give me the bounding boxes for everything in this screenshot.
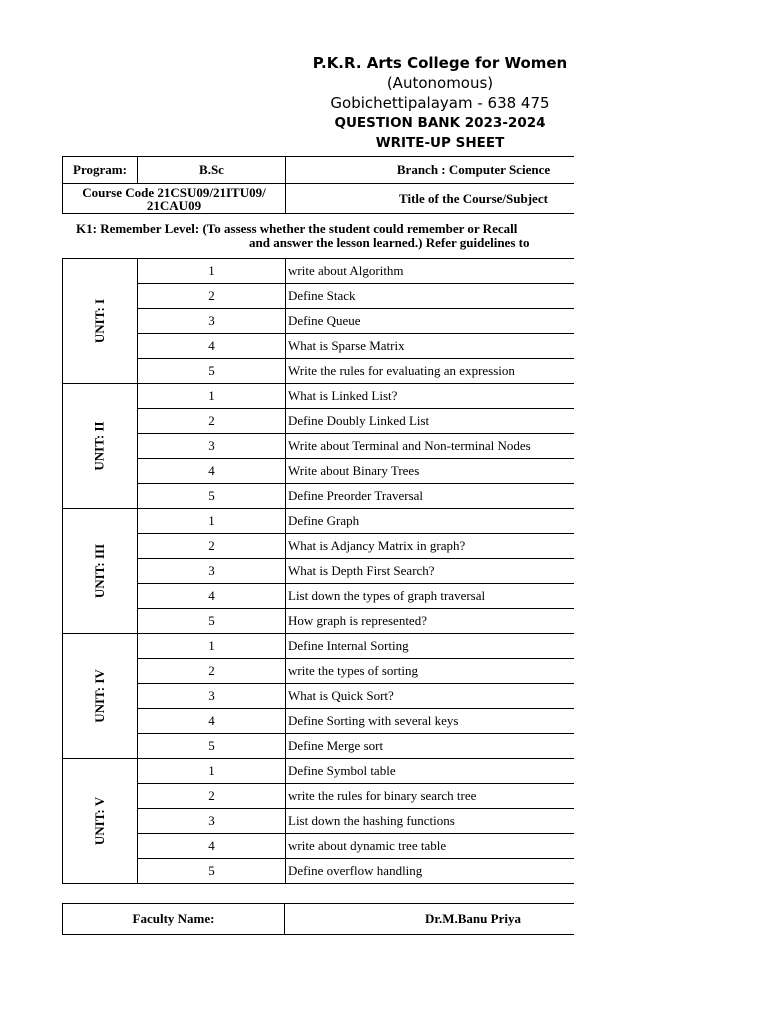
question-number: 3 (138, 684, 286, 709)
question-row (63, 684, 575, 709)
question-text: write the types of sorting (286, 659, 575, 684)
question-row (63, 584, 575, 609)
question-text: What is Linked List? (286, 384, 575, 409)
question-number: 3 (138, 559, 286, 584)
question-text: What is Quick Sort? (286, 684, 575, 709)
unit-cell (63, 509, 138, 634)
question-text: write about dynamic tree table (286, 834, 575, 859)
question-row (63, 384, 575, 409)
question-text: Define Symbol table (286, 759, 575, 784)
autonomous-status: (Autonomous) (386, 74, 494, 92)
question-number: 4 (138, 334, 286, 359)
question-text: Define Internal Sorting (286, 634, 575, 659)
question-row (63, 409, 575, 434)
question-row (63, 759, 575, 784)
question-row (63, 259, 575, 284)
branch-label: Branch : Computer Science (286, 157, 575, 184)
unit-cell (63, 384, 138, 509)
program-table (62, 156, 574, 214)
question-text: Define Merge sort (286, 734, 575, 759)
question-text: Define Sorting with several keys (286, 709, 575, 734)
faculty-name: Dr.M.Banu Priya (285, 904, 575, 935)
question-number: 1 (138, 759, 286, 784)
question-row (63, 334, 575, 359)
question-number: 4 (138, 584, 286, 609)
question-row (63, 459, 575, 484)
question-bank-title: QUESTION BANK 2023-2024 (334, 115, 546, 131)
question-number: 3 (138, 809, 286, 834)
question-row (63, 634, 575, 659)
question-text: write about Algorithm (286, 259, 575, 284)
question-row (63, 509, 575, 534)
question-text: write the rules for binary search tree (286, 784, 575, 809)
k1-line1: K1: Remember Level: (To assess whether the student could remember or Recall (76, 221, 518, 236)
question-number: 2 (138, 534, 286, 559)
question-number: 5 (138, 359, 286, 384)
faculty-label: Faculty Name: (63, 904, 285, 935)
question-number: 1 (138, 509, 286, 534)
question-text: Define Graph (286, 509, 575, 534)
question-row (63, 859, 575, 884)
question-row (63, 809, 575, 834)
question-number: 4 (138, 834, 286, 859)
unit-cell (63, 634, 138, 759)
course-title: Title of the Course/Subject (286, 184, 575, 214)
question-number: 1 (138, 384, 286, 409)
question-number: 2 (138, 409, 286, 434)
question-text: Define Stack (286, 284, 575, 309)
question-number: 3 (138, 434, 286, 459)
question-number: 2 (138, 284, 286, 309)
sheet-title: WRITE-UP SHEET (375, 135, 505, 151)
question-row (63, 734, 575, 759)
question-number: 1 (138, 259, 286, 284)
course-code (63, 184, 286, 214)
question-row (63, 434, 575, 459)
question-text: What is Adjancy Matrix in graph? (286, 534, 575, 559)
course-code-line1: Course Code 21CSU09/21ITU09/ (82, 184, 266, 200)
program-label: Program: (63, 157, 138, 184)
question-number: 5 (138, 484, 286, 509)
question-row (63, 284, 575, 309)
question-text: How graph is represented? (286, 609, 575, 634)
question-text: What is Depth First Search? (286, 559, 575, 584)
question-row (63, 784, 575, 809)
college-name: P.K.R. Arts College for Women (312, 54, 568, 72)
question-row (63, 609, 575, 634)
question-row (63, 534, 575, 559)
k1-line2: and answer the lesson learned.) Refer guidelines to (249, 235, 530, 250)
question-text: Define Queue (286, 309, 575, 334)
course-code-line2: 21CAU09 (146, 197, 202, 213)
question-row (63, 484, 575, 509)
question-row (63, 709, 575, 734)
question-number: 2 (138, 784, 286, 809)
question-text: Write about Terminal and Non-terminal Nodes (286, 434, 575, 459)
question-row (63, 659, 575, 684)
questions-table (62, 258, 574, 884)
question-text: What is Sparse Matrix (286, 334, 575, 359)
question-row (63, 559, 575, 584)
unit-label: UNIT: II (92, 421, 107, 471)
unit-label: UNIT: III (92, 543, 107, 599)
college-location: Gobichettipalayam - 638 475 (330, 94, 550, 112)
question-text: Define Doubly Linked List (286, 409, 575, 434)
faculty-table (62, 903, 574, 935)
question-row (63, 834, 575, 859)
unit-label: UNIT: IV (91, 669, 107, 723)
program-value: B.Sc (138, 157, 286, 184)
question-text: Write the rules for evaluating an expression (286, 359, 575, 384)
question-row (63, 359, 575, 384)
question-number: 4 (138, 459, 286, 484)
unit-cell (63, 759, 138, 884)
question-text: Define Preorder Traversal (286, 484, 575, 509)
question-number: 5 (138, 609, 286, 634)
question-number: 3 (138, 309, 286, 334)
question-number: 4 (138, 709, 286, 734)
question-text: List down the types of graph traversal (286, 584, 575, 609)
question-text: Define overflow handling (286, 859, 575, 884)
question-row (63, 309, 575, 334)
question-text: Write about Binary Trees (286, 459, 575, 484)
question-number: 5 (138, 859, 286, 884)
question-number: 5 (138, 734, 286, 759)
k1-instructions (76, 222, 574, 250)
question-number: 2 (138, 659, 286, 684)
unit-label: UNIT: V (92, 796, 107, 846)
question-text: List down the hashing functions (286, 809, 575, 834)
question-number: 1 (138, 634, 286, 659)
unit-label: UNIT: I (92, 298, 107, 344)
unit-cell (63, 259, 138, 384)
